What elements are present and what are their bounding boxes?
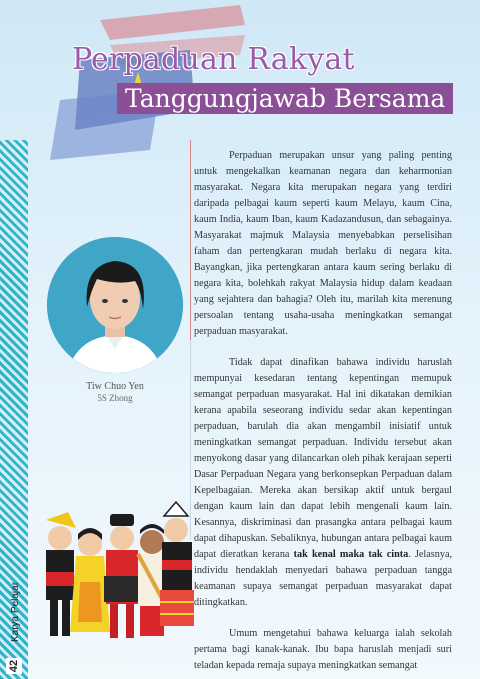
- author-name: Tiw Chuo Yen: [86, 381, 144, 392]
- page-footer: [4, 560, 24, 679]
- title-line-1: Perpaduan Rakyat: [72, 42, 355, 77]
- paragraph-2: [194, 355, 452, 611]
- paragraph-2-text-end: . Jelasnya, individu hendaklah menyedari bahawa perpaduan tangga keamanan supaya semangat perpaduan masyarakat dapat ditingkatkan.: [194, 549, 453, 608]
- author-class: 5S Zhong: [97, 393, 133, 403]
- magazine-name: Karya Pelajar: [10, 581, 21, 642]
- column-divider: [190, 140, 191, 340]
- paragraph-1: Perpaduan merupakan unsur yang paling penting untuk mengekalkan keamanan negara dan keharmonian masyarakat. Negara kita merupakan negara yang terdiri daripada pelbagai kaum seperti kaum Melayu, kaum Cina, kaum India, kaum Iban, kaum Kadazandusun, dan sebagainya. Masyarakat majmuk Malaysia menyebabkan perselisihan faham dan pertengkaran mudah berlaku di negara kita. Bayangkan, jika pertengkaran antara kaum sering berlaku di negara kita, bolehkah rakyat Malaysia hidup dalam keadaan yang sejahtera dan bahagia? Oleh itu, marilah kita merenung persoalan tentang usaha-usaha meningkatkan semangat perpaduan masyarakat.: [194, 150, 452, 337]
- traditional-costume-illustration: [36, 500, 196, 650]
- paragraph-2-emphasis: tak kenal maka tak cinta: [293, 549, 409, 560]
- article-body: [194, 148, 452, 679]
- page-number: 42: [8, 659, 20, 673]
- paragraph-2-text: Tidak dapat dinafikan bahawa individu haruslah mempunyai kesedaran tentang kepentingan memupuk semangat perpaduan masyarakat. Hal ini dikatakan demikian kerana apabila seseorang individu sedar akan kepentingan perpaduan, barulah dia akan mengambil inisiatif untuk meningkatkan semangat perpaduan. Individu tersebut akan menyokong dasar yang dilancarkan oleh pihak kerajaan seperti Dasar Perpaduan Negara yang berkonsepkan Perpaduan dalam Kepelbagaian. Mereka akan bersikap aktif untuk bergaul dengan kaum lain dan dapat lebih mengenali kaum lain. Kesannya, diskriminasi dan prasangka antara pelbagai kaum dapat dihapuskan. Sebaliknya, hubungan antara pelbagai kaum dapat dieratkan kerana: [194, 357, 452, 560]
- author-photo: [47, 237, 183, 373]
- title-line-2: Tanggungjawab Bersama: [117, 83, 453, 114]
- paragraph-3: Umum mengetahui bahawa keluarga ialah sekolah pertama bagi kanak-kanak. Ibu bapa haruslah menjadi suri teladan kepada remaja supaya meningkatkan semangat: [194, 628, 452, 671]
